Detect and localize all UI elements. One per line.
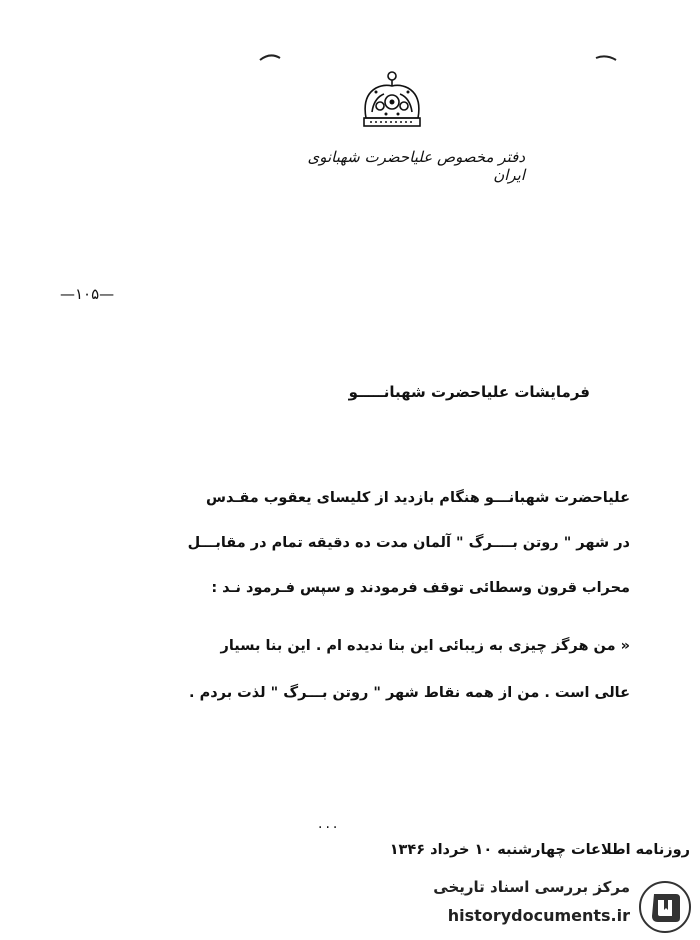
document-heading: فرمایشات علیاحضرت شهبانـــــو <box>348 383 590 401</box>
source-line: روزنامه اطلاعات چهارشنبه ۱۰ خرداد ۱۳۴۶ <box>389 842 690 858</box>
body-line: در شهر " روتن بــــرگ " آلمان مدت ده دقیقه تمام در مقابـــل <box>187 535 630 551</box>
body-line: علیاحضرت شهبانـــو هنگام بازدید از کلیسای یعقوب مقـدس <box>206 490 630 506</box>
body-line: عالی است . من از همه نقاط شهر " روتن بـــرگ " لذت بردم . <box>189 685 630 701</box>
archive-logo-icon <box>638 880 692 934</box>
separator: ... <box>318 816 341 832</box>
body-line: محراب قرون وسطائی توقف فرمودند و سپس فـرمود نـد : <box>211 580 630 596</box>
watermark-name: مرکز بررسی اسناد تاریخی <box>433 878 630 896</box>
body-line: « من هرگز چیزی به زیبائی این بنا ندیده ام . این بنا بسیار <box>220 638 630 654</box>
corner-mark-right <box>594 52 618 62</box>
document-number: —۱۰۵— <box>60 285 115 303</box>
corner-mark-left <box>258 52 282 62</box>
crown-emblem-icon <box>356 68 428 134</box>
letterhead-office: دفتر مخصوص علیاحضرت شهبانوی ایران <box>307 148 525 184</box>
watermark-url: historydocuments.ir <box>447 906 630 925</box>
watermark <box>420 876 700 940</box>
